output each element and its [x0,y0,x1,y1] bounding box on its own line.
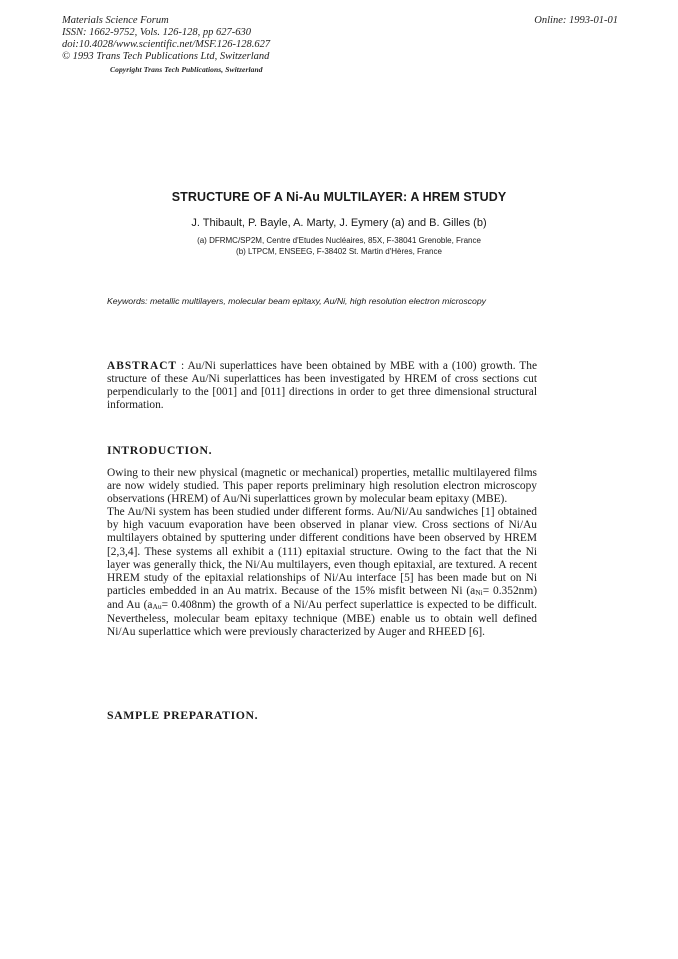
subscript-ni: Ni [475,587,483,597]
issn-line: ISSN: 1662-9752, Vols. 126-128, pp 627-630 [62,27,251,38]
doi-line: doi:10.4028/www.scientific.net/MSF.126-128.627 [62,39,271,50]
keywords: Keywords: metallic multilayers, molecular beam epitaxy, Au/Ni, high resolution electron microscopy [107,296,487,306]
intro-p2-part-b: = 0.352nm) and Au (a [107,584,537,611]
intro-p2-part-a: The Au/Ni system has been studied under different forms. Au/Ni/Au sandwiches [1] obtained by high vacuum evaporation have been observed in planar view. Cross sections of Ni/Au multilayers obtained by sputtering under different conditions have been observed by HREM [2,3,4]. These systems all exhibit a (111) epitaxial structure. Owing to the fact that the Ni layer was generally thick, the Ni/Au multilayers, even though epitaxial, are textured. A recent HREM study of the epitaxial relationships of Ni/Au interface [5] has been made but on Ni particles embedded in an Au matrix. Because of the 15% misfit between Ni (a [107,506,537,597]
abstract-label: ABSTRACT [107,360,178,372]
abstract-text: Au/Ni superlattices have been obtained by MBE with a (100) growth. The structure of these Au/Ni superlattices has been investigated by HREM of cross sections cut perpendicularly to the [001] and [011] directions in order to get three dimensional structural information. [107,360,537,412]
introduction-body [107,467,537,639]
journal-header [62,15,270,76]
affiliation-b: (b) LTPCM, ENSEEG, F-38402 St. Martin d'Hères, France [236,247,442,256]
sample-preparation-heading: SAMPLE PREPARATION. [107,708,259,722]
intro-p2-part-c: = 0.408nm) the growth of a Ni/Au perfect superlattice is expected to be difficult. Nevertheless, molecular beam epitaxy technique (MBE) enable us to obtain well defined Ni/Au superlattice which were previously characterized by Auger and RHEED [6]. [107,598,537,639]
intro-paragraph-2 [107,506,537,639]
abstract [107,360,537,412]
copyright-line: © 1993 Trans Tech Publications Ltd, Switzerland [62,51,270,62]
subscript-au: Au [152,601,162,611]
copyright-notice: Copyright Trans Tech Publications, Switzerland [110,65,263,74]
authors: J. Thibault, P. Bayle, A. Marty, J. Eymery (a) and B. Gilles (b) [191,217,487,229]
journal-name: Materials Science Forum [62,15,169,26]
affiliation-a: (a) DFRMC/SP2M, Centre d'Etudes Nucléaires, 85X, F-38041 Grenoble, France [197,236,481,245]
paper-title: STRUCTURE OF A Ni-Au MULTILAYER: A HREM STUDY [171,190,507,204]
intro-paragraph-1: Owing to their new physical (magnetic or mechanical) properties, metallic multilayered films are now widely studied. This paper reports preliminary high resolution electron microscopy observations (HREM) of Au/Ni superlattices grown by molecular beam epitaxy (MBE). [107,467,537,506]
online-date: Online: 1993-01-01 [534,15,618,26]
introduction-heading: INTRODUCTION. [107,443,213,457]
abstract-separator: : [177,360,188,372]
